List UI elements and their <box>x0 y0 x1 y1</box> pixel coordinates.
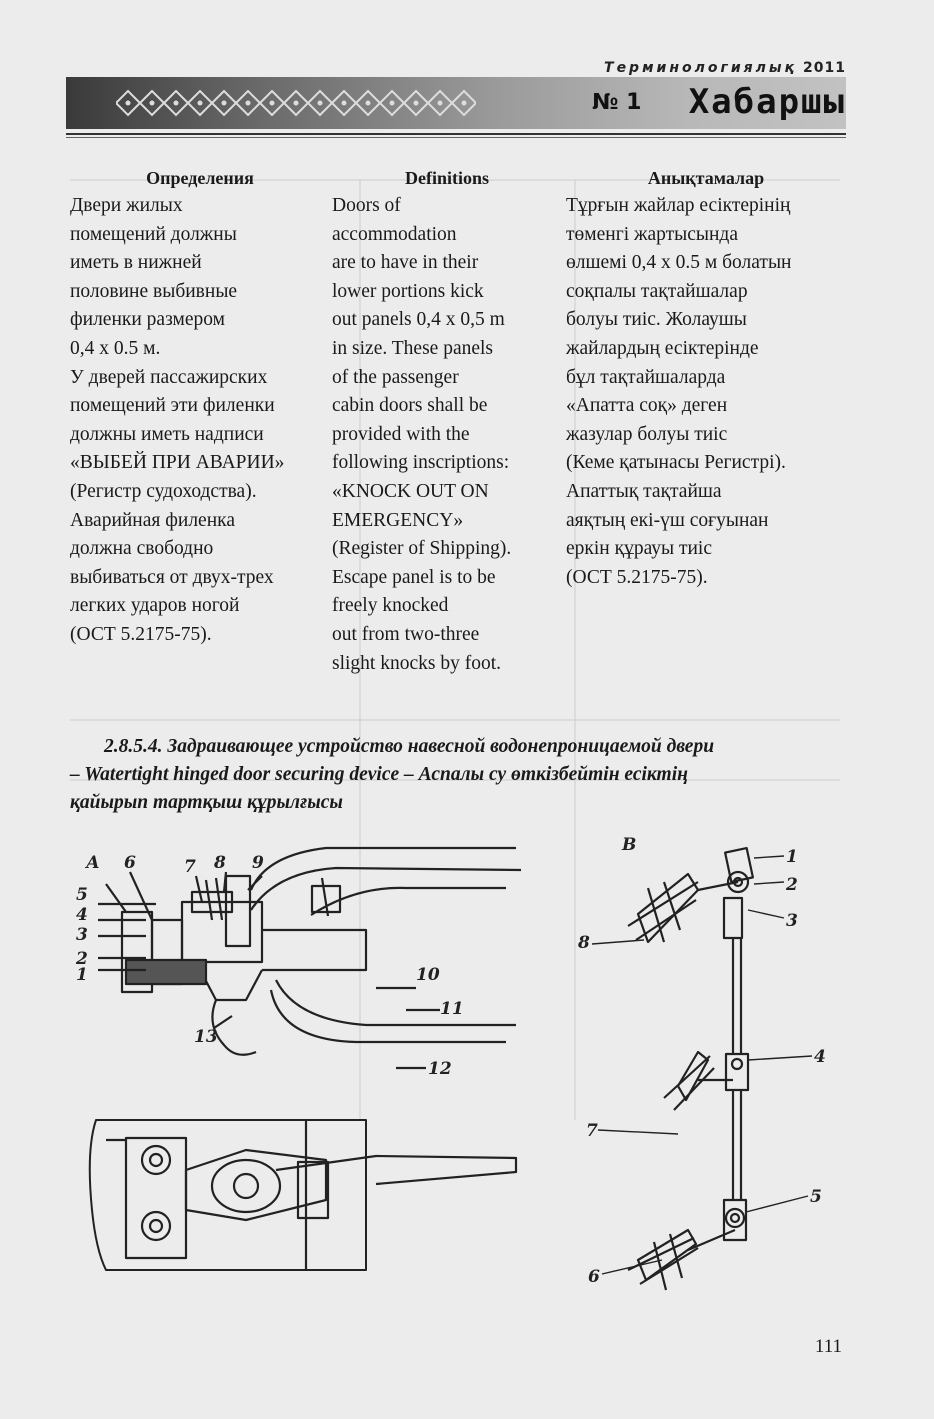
text-line: филенки размером <box>70 309 225 331</box>
header-rule <box>66 133 846 135</box>
label-b2: 2 <box>786 875 798 895</box>
text-line: иметь в нижней <box>70 252 202 274</box>
label-b: В <box>622 835 637 855</box>
text-line: еркін құрауы тиіс <box>566 538 713 560</box>
text-line: должны иметь надписи <box>70 423 264 445</box>
text-line: are to have in their <box>332 252 479 274</box>
label-12: 12 <box>428 1059 452 1079</box>
text-line: Аварийная филенка <box>70 509 235 531</box>
text-line: аяқтың екі-үш соғуынан <box>566 509 769 531</box>
text-line: (Register of Shipping). <box>332 538 512 560</box>
label-b1: 1 <box>786 847 798 867</box>
text-line: provided with the <box>332 423 470 445</box>
text-line: помещений эти филенки <box>70 395 275 417</box>
text-line: «KNOCK OUT ON <box>332 480 489 502</box>
bulletin-title: Хабаршы <box>688 82 846 122</box>
label-b8: 8 <box>578 933 590 953</box>
label-3: 3 <box>76 925 88 945</box>
text-line: жазулар болуы тиіс <box>566 423 728 445</box>
label-10: 10 <box>416 965 440 985</box>
text-line: легких ударов ногой <box>70 595 240 617</box>
journal-name: Терминологиялық <box>604 60 798 76</box>
caption-line: 2.8.5.4. Задраивающее устройство навесной водонепроницаемой двери <box>104 736 715 757</box>
label-b4: 4 <box>814 1047 826 1067</box>
column-russian <box>70 164 330 650</box>
text-line: «Апатта соқ» деген <box>566 395 728 417</box>
text-line: соқпалы тақтайшалар <box>566 280 748 302</box>
text-line: (ОСТ 5.2175-75). <box>70 623 212 645</box>
column-heading-english: Definitions <box>404 168 489 188</box>
label-11: 11 <box>440 999 464 1019</box>
text-line: cabin doors shall be <box>332 395 488 417</box>
text-line: должна свободно <box>70 538 214 560</box>
text-line: of the passenger <box>332 366 459 388</box>
label-b5: 5 <box>810 1187 822 1207</box>
figure-caption <box>70 733 850 817</box>
text-line: (Регистр судоходства). <box>70 480 257 502</box>
text-line: жайлардың есіктерінде <box>566 337 759 359</box>
caption-line: – Watertight hinged door securing device – Аспалы су өткізбейтін есіктің <box>70 764 688 785</box>
text-line: out panels 0,4 x 0,5 m <box>332 309 505 331</box>
text-line: половине выбивные <box>70 280 238 302</box>
label-8: 8 <box>214 853 226 873</box>
text-line: in size. These panels <box>332 337 494 359</box>
column-heading-russian: Определения <box>146 168 254 188</box>
text-line: EMERGENCY» <box>332 509 464 531</box>
text-line: Тұрғын жайлар есіктерінің <box>566 195 791 216</box>
text-line: Escape panel is to be <box>332 566 496 588</box>
text-line: out from two-three <box>332 623 480 645</box>
text-line: 0,4 x 0.5 м. <box>70 337 161 359</box>
label-9: 9 <box>252 853 264 873</box>
label-2: 2 <box>76 949 88 969</box>
label-5: 5 <box>76 885 88 905</box>
text-line: бұл тақтайшаларда <box>566 366 726 388</box>
text-line: (Кеме қатынасы Регистрі). <box>566 452 786 474</box>
text-line: following inscriptions: <box>332 452 510 474</box>
label-7: 7 <box>184 857 196 877</box>
label-4: 4 <box>76 905 88 925</box>
text-line: slight knocks by foot. <box>332 652 501 674</box>
text-line: Апаттық тақтайша <box>566 480 722 502</box>
text-line: freely knocked <box>332 595 449 617</box>
column-heading-kazakh: Анықтамалар <box>647 168 765 188</box>
text-line: lower portions kick <box>332 280 484 302</box>
caption-line: қайырып тартқыш құрылғысы <box>70 792 343 813</box>
label-b3: 3 <box>786 911 798 931</box>
figure-a-drawing <box>66 820 536 1300</box>
journal-title <box>604 60 846 76</box>
ornament-icon <box>116 85 476 121</box>
text-line: өлшемі 0,4 x 0.5 м болатын <box>566 252 792 274</box>
text-line: болуы тиіс. Жолаушы <box>566 309 747 331</box>
label-13: 13 <box>194 1027 218 1047</box>
figure-b-drawing <box>578 830 848 1310</box>
header-rule-thin <box>66 137 846 138</box>
label-a: А <box>86 853 100 873</box>
text-line: выбиваться от двух-трех <box>70 566 274 588</box>
text-line: Doors of <box>332 195 401 216</box>
column-kazakh <box>566 164 846 592</box>
text-line: «ВЫБЕЙ ПРИ АВАРИИ» <box>70 452 285 474</box>
issue-number: № 1 <box>592 90 642 115</box>
column-english <box>332 164 562 678</box>
journal-year: 2011 <box>803 60 846 76</box>
text-line: төменгі жартысында <box>566 223 739 245</box>
label-6: 6 <box>124 853 136 873</box>
label-b7: 7 <box>586 1121 598 1141</box>
page-number: 111 <box>814 1336 842 1357</box>
text-line: (ОСТ 5.2175-75). <box>566 566 708 588</box>
label-1: 1 <box>76 965 88 985</box>
text-line: помещений должны <box>70 223 237 245</box>
label-b6: 6 <box>588 1267 600 1287</box>
text-line: accommodation <box>332 223 457 245</box>
text-line: Двери жилых <box>70 195 183 216</box>
text-line: У дверей пассажирских <box>70 366 268 388</box>
